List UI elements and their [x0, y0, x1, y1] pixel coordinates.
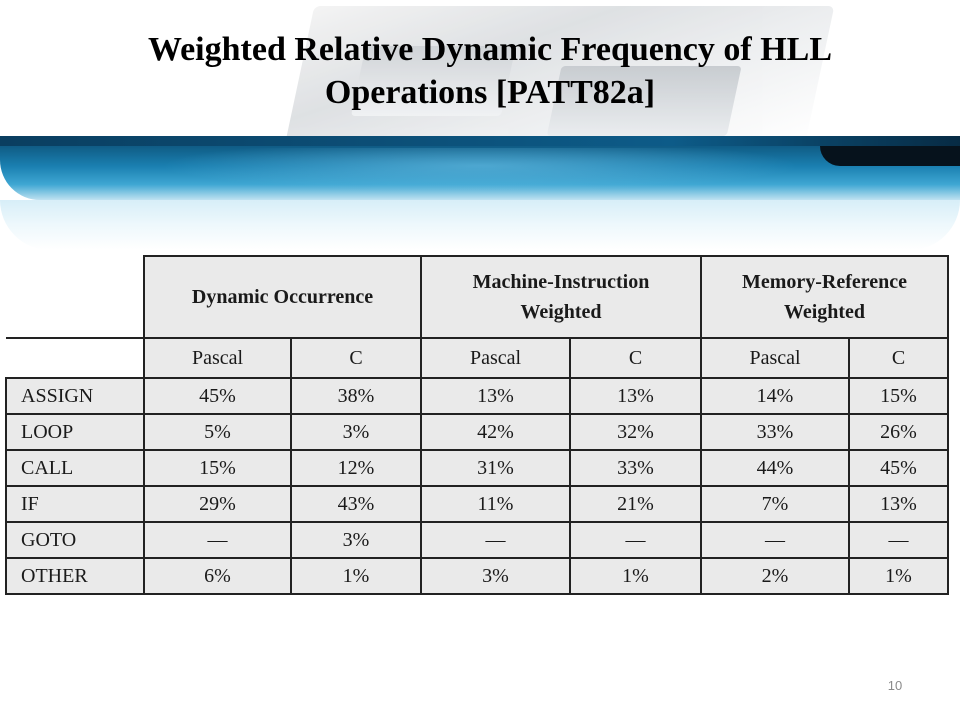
table-row-other: [6, 558, 948, 594]
table-cell: 2%: [701, 558, 849, 594]
table-cell: 32%: [570, 414, 701, 450]
row-label: CALL: [6, 450, 144, 486]
row-label: IF: [6, 486, 144, 522]
table-cell: 31%: [421, 450, 570, 486]
table-group-header-row: [6, 256, 948, 338]
table-cell: 26%: [849, 414, 948, 450]
table-cell: 5%: [144, 414, 291, 450]
table-cell: 45%: [144, 378, 291, 414]
table-cell: 13%: [421, 378, 570, 414]
group-header-label: Dynamic Occurrence: [191, 286, 374, 308]
row-label: ASSIGN: [6, 378, 144, 414]
table-row-if: [6, 486, 948, 522]
subheader-c: C: [291, 338, 421, 378]
group-header-label-line-1: Memory-Reference: [741, 271, 908, 293]
table-cell: 1%: [291, 558, 421, 594]
table-cell: 12%: [291, 450, 421, 486]
group-header-dynamic-occurrence: [144, 256, 421, 338]
header-band-top-stripe: [0, 136, 960, 146]
group-header-label-line-2: Weighted: [783, 301, 866, 323]
subheader-pascal: Pascal: [701, 338, 849, 378]
subheader-pascal: Pascal: [144, 338, 291, 378]
table-cell: 21%: [570, 486, 701, 522]
table-row-assign: [6, 378, 948, 414]
header-band-glow: [160, 148, 800, 192]
table-row-goto: [6, 522, 948, 558]
table-cell: 38%: [291, 378, 421, 414]
table-cell: 7%: [701, 486, 849, 522]
table-subheader-row: [6, 338, 948, 378]
table-cell: 14%: [701, 378, 849, 414]
table-cell: 3%: [421, 558, 570, 594]
table-cell: 33%: [570, 450, 701, 486]
group-header-label-line-1: Machine-Instruction: [472, 271, 650, 293]
table-cell: 42%: [421, 414, 570, 450]
subheader-pascal: Pascal: [421, 338, 570, 378]
table-cell: 1%: [849, 558, 948, 594]
table-cell: 29%: [144, 486, 291, 522]
subheader-c: C: [849, 338, 948, 378]
table-cell: 33%: [701, 414, 849, 450]
table-cell: 13%: [849, 486, 948, 522]
table-cell: 43%: [291, 486, 421, 522]
header-band-reflection: [0, 200, 960, 250]
frequency-table: [5, 255, 949, 595]
group-header-memory-reference-weighted: [701, 256, 948, 338]
row-label: GOTO: [6, 522, 144, 558]
table-row-call: [6, 450, 948, 486]
table-cell: 6%: [144, 558, 291, 594]
slide-title-line-1: Weighted Relative Dynamic Frequency of HLL: [147, 31, 833, 68]
table-cell: 11%: [421, 486, 570, 522]
table-cell: 3%: [291, 414, 421, 450]
table-cell: 44%: [701, 450, 849, 486]
header-band-dark-edge: [820, 146, 960, 166]
table-corner-cell: [6, 256, 144, 338]
table-cell: 15%: [144, 450, 291, 486]
group-header-label-line-2: Weighted: [520, 301, 602, 323]
table-row-loop: [6, 414, 948, 450]
table-corner-cell: [6, 338, 144, 378]
table-cell: 13%: [570, 378, 701, 414]
table-cell: 45%: [849, 450, 948, 486]
slide-title: [40, 28, 940, 114]
slide-title-line-2: Operations [PATT82a]: [324, 74, 656, 111]
table-cell: —: [701, 522, 849, 558]
table-cell: 3%: [291, 522, 421, 558]
table-cell: —: [421, 522, 570, 558]
table-cell: —: [144, 522, 291, 558]
page-number: 10: [887, 678, 903, 693]
group-header-machine-instruction-weighted: [421, 256, 701, 338]
subheader-c: C: [570, 338, 701, 378]
row-label: LOOP: [6, 414, 144, 450]
table-cell: 15%: [849, 378, 948, 414]
table-cell: 1%: [570, 558, 701, 594]
row-label: OTHER: [6, 558, 144, 594]
table-cell: —: [849, 522, 948, 558]
table-cell: —: [570, 522, 701, 558]
